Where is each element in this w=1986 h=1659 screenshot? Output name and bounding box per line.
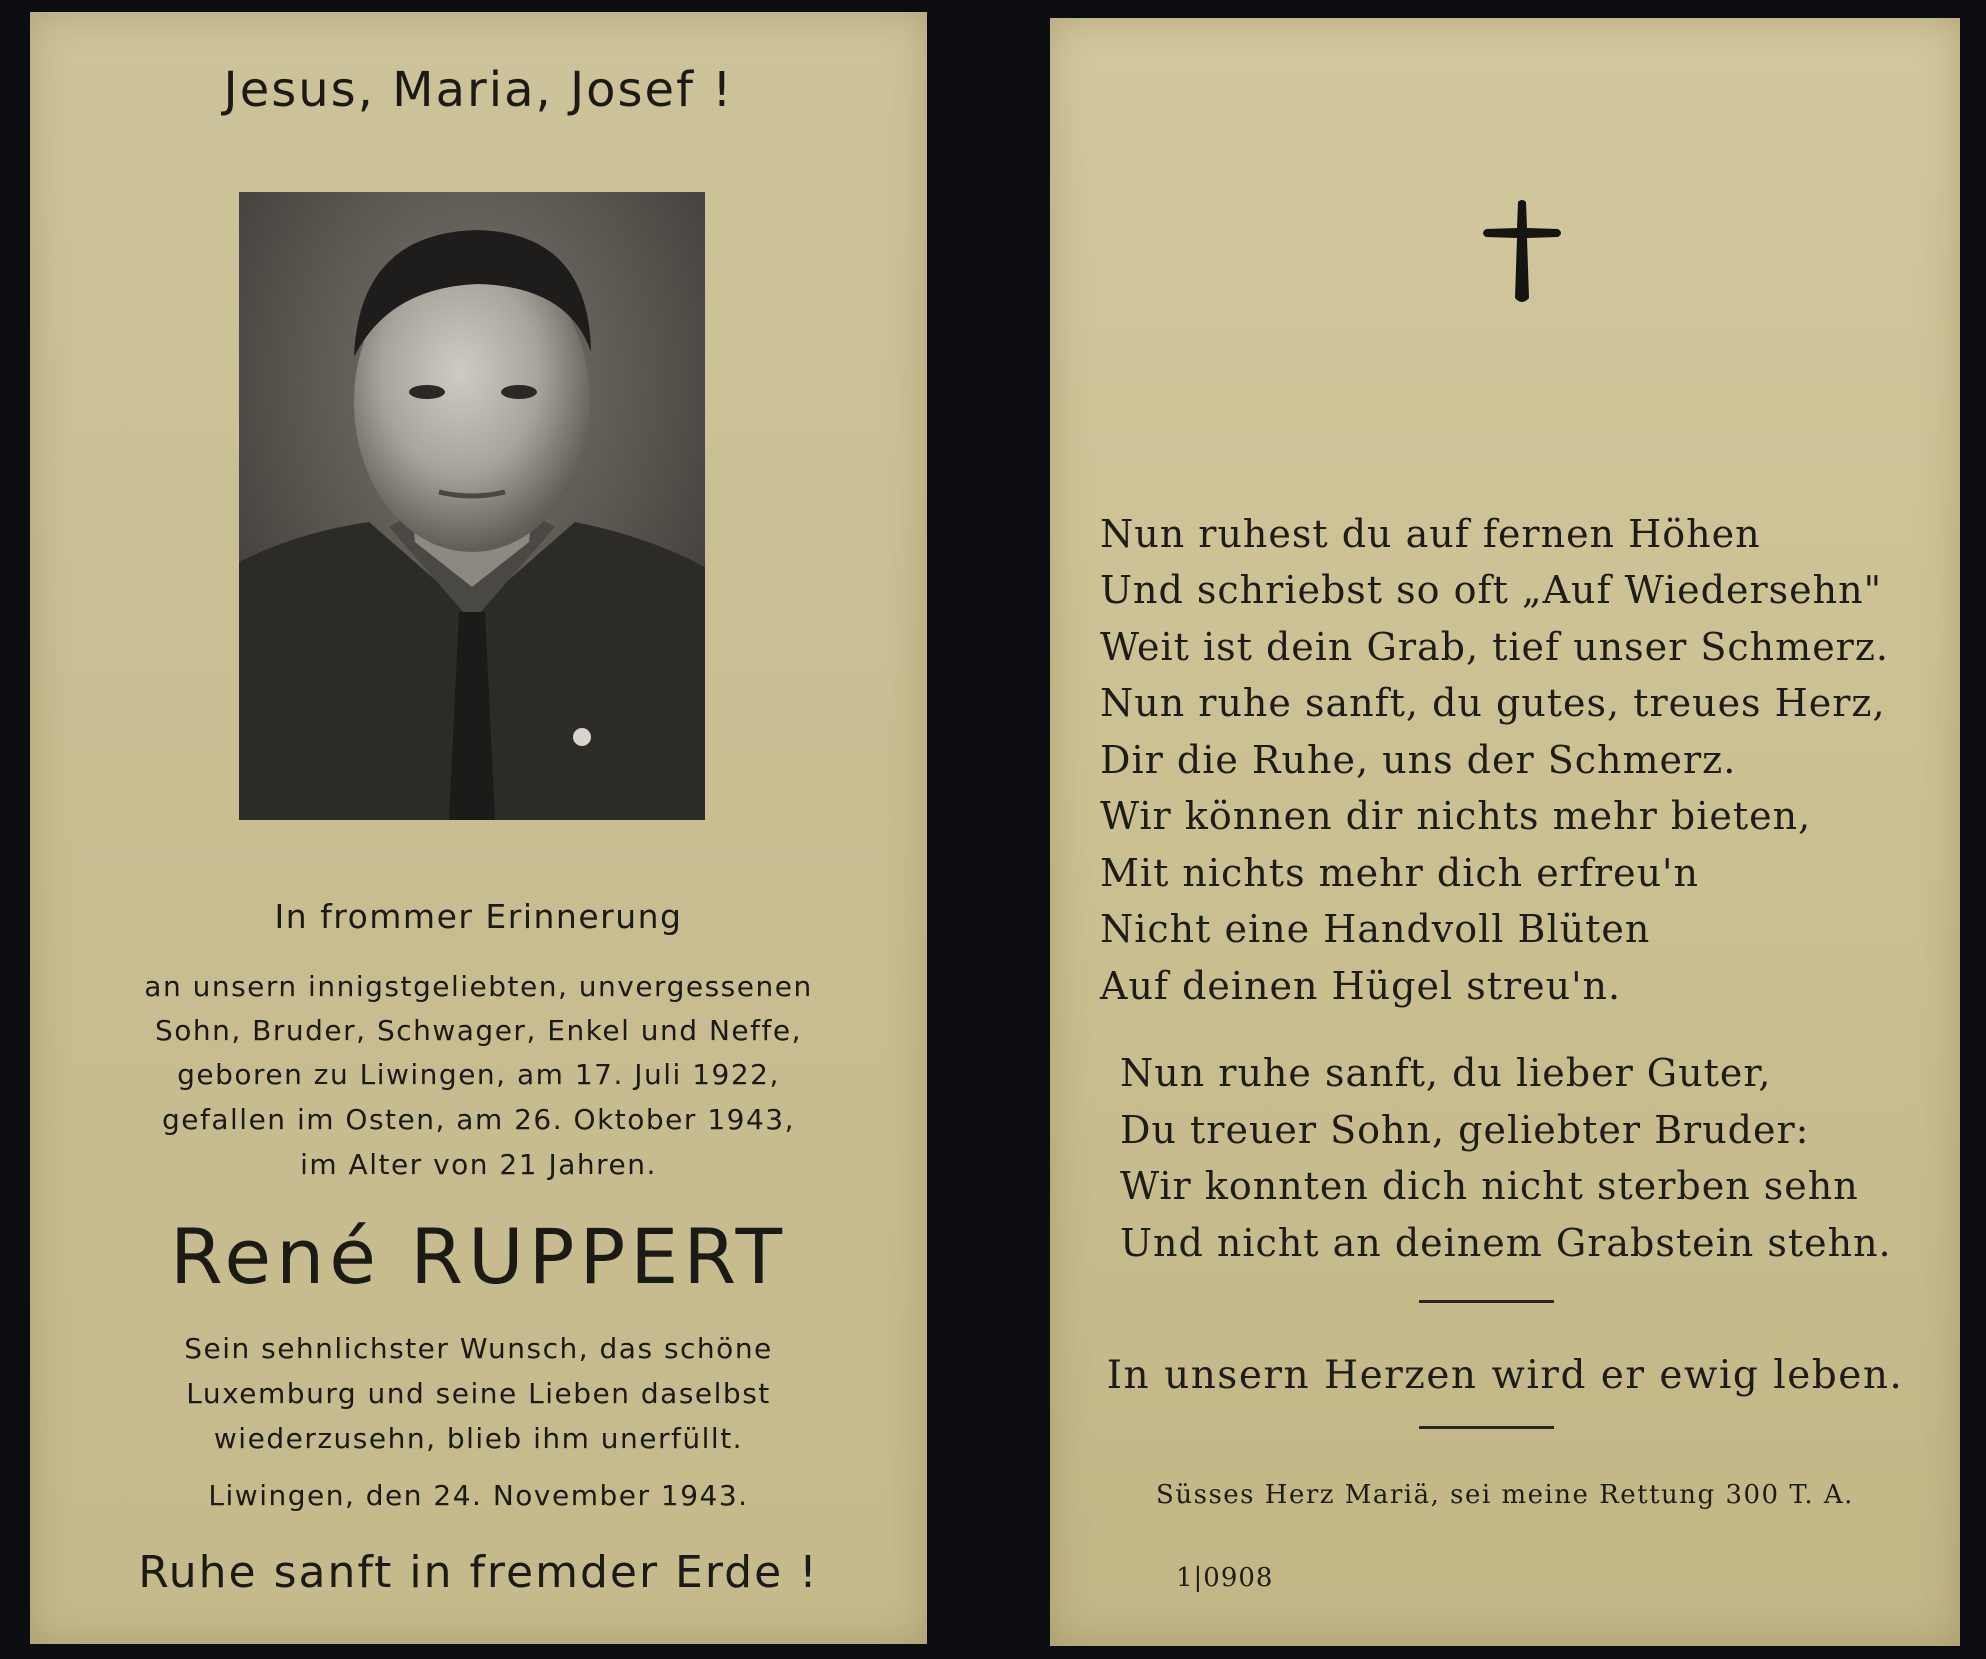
card-header: Jesus, Maria, Josef ! (223, 62, 734, 118)
wish-line: Luxemburg und seine Lieben daselbst (186, 1377, 771, 1410)
poem-line: Und schriebst so oft „Auf Wiedersehn" (1100, 568, 1883, 612)
subtitle: In frommer Erinnerung (274, 897, 683, 936)
death-line: gefallen im Osten, am 26. Oktober 1943, (162, 1103, 795, 1136)
poem-line: Mit nichts mehr dich erfreu'n (1100, 851, 1699, 895)
wish-line: Sein sehnlichster Wunsch, das schöne (184, 1332, 773, 1365)
poem-line: Auf deinen Hügel streu'n. (1100, 964, 1622, 1008)
poem-line: Wir können dir nichts mehr bieten, (1100, 794, 1812, 838)
latin-cross-icon (1480, 198, 1564, 308)
divider (1419, 1426, 1554, 1429)
divider (1419, 1300, 1554, 1303)
age-line: im Alter von 21 Jahren. (300, 1148, 657, 1181)
dedication-line: an unsern innigstgeliebten, unvergessenen (144, 970, 813, 1003)
memorial-card-back (1050, 18, 1960, 1646)
poem-line: Nun ruhest du auf fernen Höhen (1100, 512, 1761, 556)
poem-line: Du treuer Sohn, geliebter Bruder: (1120, 1108, 1810, 1152)
print-code: 1|0908 (1176, 1563, 1274, 1593)
poem-line: Weit ist dein Grab, tief unser Schmerz. (1100, 625, 1889, 669)
prayer-line: Süsses Herz Mariä, sei meine Rettung 300 T. A. (1156, 1480, 1854, 1510)
deceased-name: René RUPPERT (169, 1212, 788, 1301)
poem-line: Nicht eine Handvoll Blüten (1100, 907, 1651, 951)
poem-line: Dir die Ruhe, uns der Schmerz. (1100, 738, 1737, 782)
wish-line: wiederzusehn, blieb ihm unerfüllt. (213, 1422, 744, 1455)
poem-line: Nun ruhe sanft, du gutes, treues Herz, (1100, 681, 1886, 725)
birth-line: geboren zu Liwingen, am 17. Juli 1922, (177, 1058, 780, 1091)
card-footer: Ruhe sanft in fremder Erde ! (138, 1547, 819, 1598)
memorial-card-front (30, 12, 927, 1644)
poem-line: Und nicht an deinem Grabstein stehn. (1120, 1221, 1892, 1265)
portrait-photo (239, 192, 705, 820)
poem-line: Nun ruhe sanft, du lieber Guter, (1120, 1051, 1772, 1095)
closing-line: In unsern Herzen wird er ewig leben. (1106, 1353, 1904, 1398)
place-date: Liwingen, den 24. November 1943. (208, 1479, 749, 1512)
dedication-line: Sohn, Bruder, Schwager, Enkel und Neffe, (154, 1014, 802, 1047)
poem-line: Wir konnten dich nicht sterben sehn (1120, 1164, 1859, 1208)
